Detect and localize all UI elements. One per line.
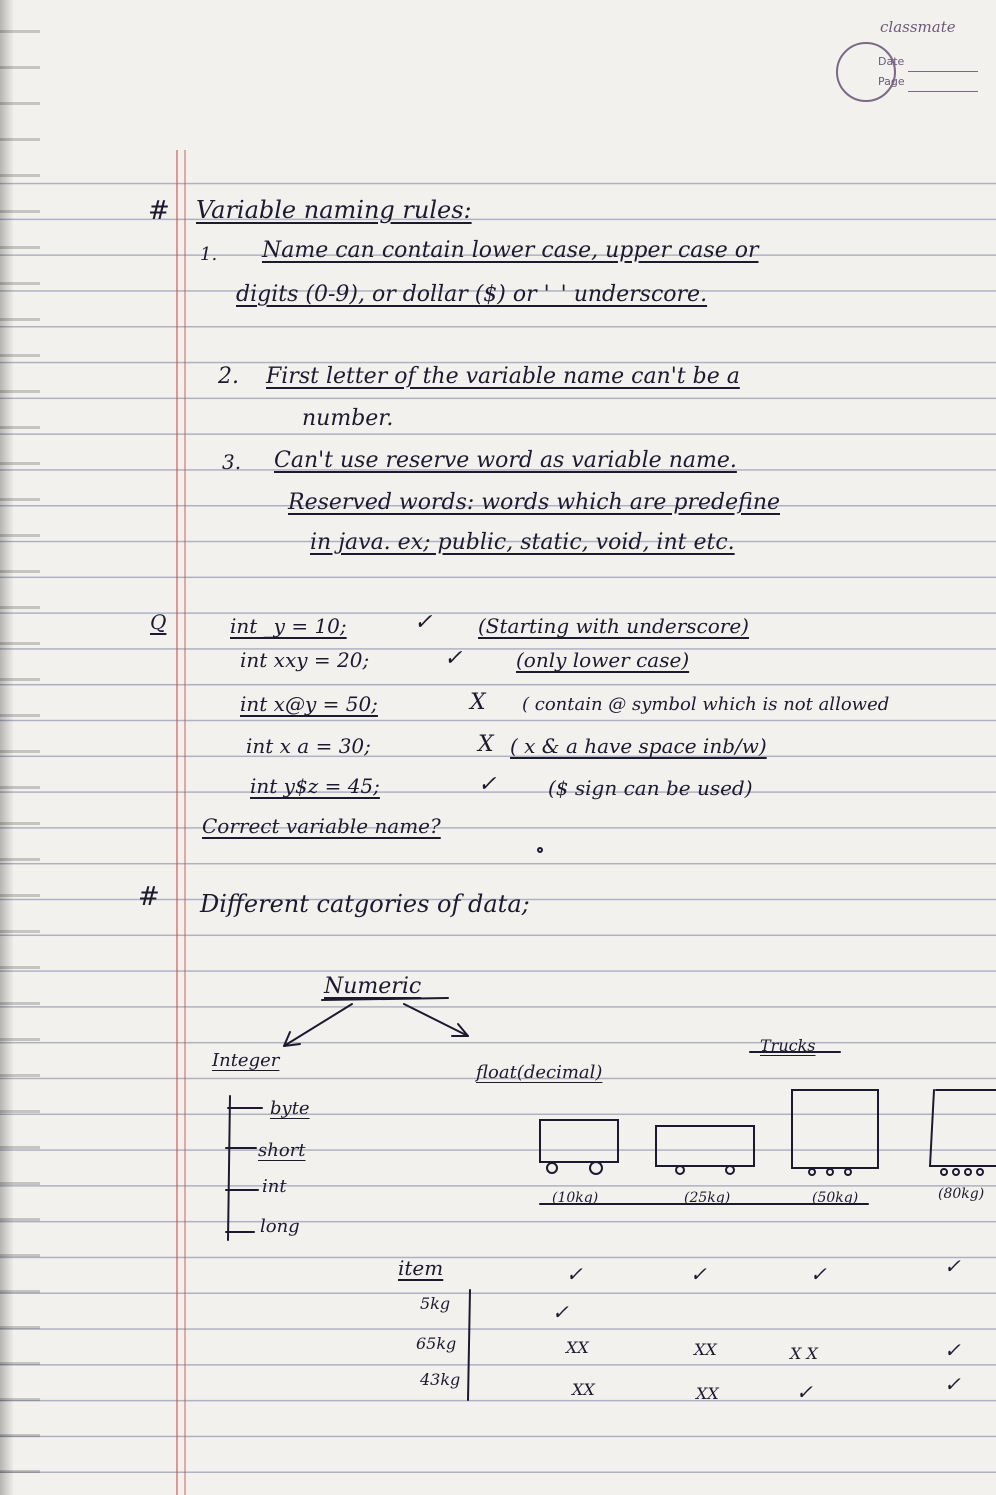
example-row-4-note: ( x & a have space inb/w) [510, 734, 767, 758]
grid-r1-c1: ✓ [566, 1262, 583, 1286]
example-row-5-note: ($ sign can be used) [548, 776, 753, 800]
question-dot [538, 848, 542, 852]
example-row-4-code: int x a = 30; [246, 734, 371, 758]
rule2-line2: number. [302, 406, 394, 431]
brand-name: classmate [880, 18, 956, 36]
example-row-3-code: int x@y = 50; [240, 692, 378, 716]
grid-r1-c3: ✓ [810, 1262, 827, 1286]
rule3-number: 3. [222, 450, 242, 474]
truck-3-body [792, 1090, 878, 1168]
rule2-line1: First letter of the variable name can't be a [266, 364, 740, 389]
example-row-5-code: int y$z = 45; [250, 774, 380, 798]
rule1-line2: digits (0-9), or dollar ($) or '_' underscore. [236, 282, 708, 307]
integer-bracket-ticks [226, 1108, 262, 1232]
truck-1-body [540, 1120, 618, 1162]
trucks-label: Trucks [760, 1036, 816, 1055]
truck-3-capacity: (50kg) [812, 1190, 859, 1206]
numeric-label: Numeric [324, 974, 422, 999]
rule1-line1: Name can contain lower case, upper case or [262, 238, 759, 263]
integer-type-short: short [258, 1140, 306, 1161]
example-row-3-mark: X [470, 690, 486, 715]
example-row-2-note: (only lower case) [516, 648, 690, 672]
rule3-line1: Can't use reserve word as variable name. [274, 448, 737, 473]
section2-hash: # [138, 882, 160, 912]
integer-type-int: int [262, 1176, 287, 1197]
truck-3-wheel [845, 1169, 851, 1175]
truck-4-body [930, 1090, 996, 1166]
grid-r2-c3: XX [694, 1340, 717, 1359]
example-row-3-note: ( contain @ symbol which is not allowed [522, 694, 890, 715]
truck-4-wheel [953, 1169, 959, 1175]
truck-4-wheel [965, 1169, 971, 1175]
item-5kg: 5kg [420, 1294, 451, 1313]
rule1-number: 1. [200, 244, 218, 265]
example-question: Correct variable name? [202, 814, 441, 838]
reserved-line1: Reserved words: words which are predefine [288, 490, 781, 515]
date-label: Date [878, 55, 905, 68]
example-row-1-note: (Starting with underscore) [478, 614, 749, 638]
truck-1-wheel [590, 1162, 602, 1174]
rule2-number: 2. [218, 364, 239, 389]
grid-r2-c2: XX [566, 1338, 589, 1357]
page-label: Page [878, 75, 905, 88]
grid-r2-c1: ✓ [552, 1300, 569, 1324]
example-row-1-mark: ✓ [414, 610, 433, 635]
arrow-to-integer [284, 1004, 352, 1046]
grid-r1-c4: ✓ [944, 1254, 961, 1278]
grid-r2-c5: ✓ [944, 1338, 961, 1362]
grid-r2-c4: X X [790, 1344, 818, 1363]
float-label: float(decimal) [476, 1062, 603, 1083]
section1-hash: # [148, 196, 170, 226]
grid-r1-c2: ✓ [690, 1262, 707, 1286]
example-row-1-code: int _y = 10; [230, 614, 347, 638]
truck-1-wheel [547, 1163, 557, 1173]
truck-4-wheel [941, 1169, 947, 1175]
integer-bracket [228, 1096, 230, 1240]
example-row-4-mark: X [478, 732, 494, 757]
example-row-5-mark: ✓ [478, 772, 497, 797]
example-row-2-mark: ✓ [444, 646, 463, 671]
section2-title: Different catgories of data; [200, 890, 530, 918]
integer-type-long: long [260, 1216, 300, 1237]
truck-3-wheel [827, 1169, 833, 1175]
truck-2-body [656, 1126, 754, 1166]
item-label: item [398, 1256, 444, 1280]
grid-r3-c3: ✓ [796, 1380, 813, 1404]
grid-r3-c4: ✓ [944, 1372, 961, 1396]
truck-2-capacity: (25kg) [684, 1190, 731, 1206]
examples-marker: Q [150, 610, 167, 634]
truck-3-wheel [809, 1169, 815, 1175]
item-43kg: 43kg [420, 1370, 461, 1389]
truck-1-capacity: (10kg) [552, 1190, 599, 1206]
grid-r3-c2: XX [696, 1384, 719, 1403]
example-row-2-code: int xxy = 20; [240, 648, 370, 672]
integer-type-byte: byte [270, 1098, 310, 1119]
truck-4-wheel [977, 1169, 983, 1175]
numeric-underline [322, 998, 448, 1000]
truck-4-capacity: (80kg) [938, 1186, 985, 1202]
grid-r3-c1: XX [572, 1380, 595, 1399]
item-bracket [468, 1290, 470, 1400]
reserved-line2: in java. ex; public, static, void, int etc. [310, 530, 735, 555]
arrow-to-float [404, 1004, 468, 1036]
truck-2-wheel [726, 1166, 734, 1174]
section1-title: Variable naming rules: [196, 196, 472, 224]
truck-2-wheel [676, 1166, 684, 1174]
item-65kg: 65kg [416, 1334, 457, 1353]
integer-label: Integer [212, 1050, 280, 1071]
